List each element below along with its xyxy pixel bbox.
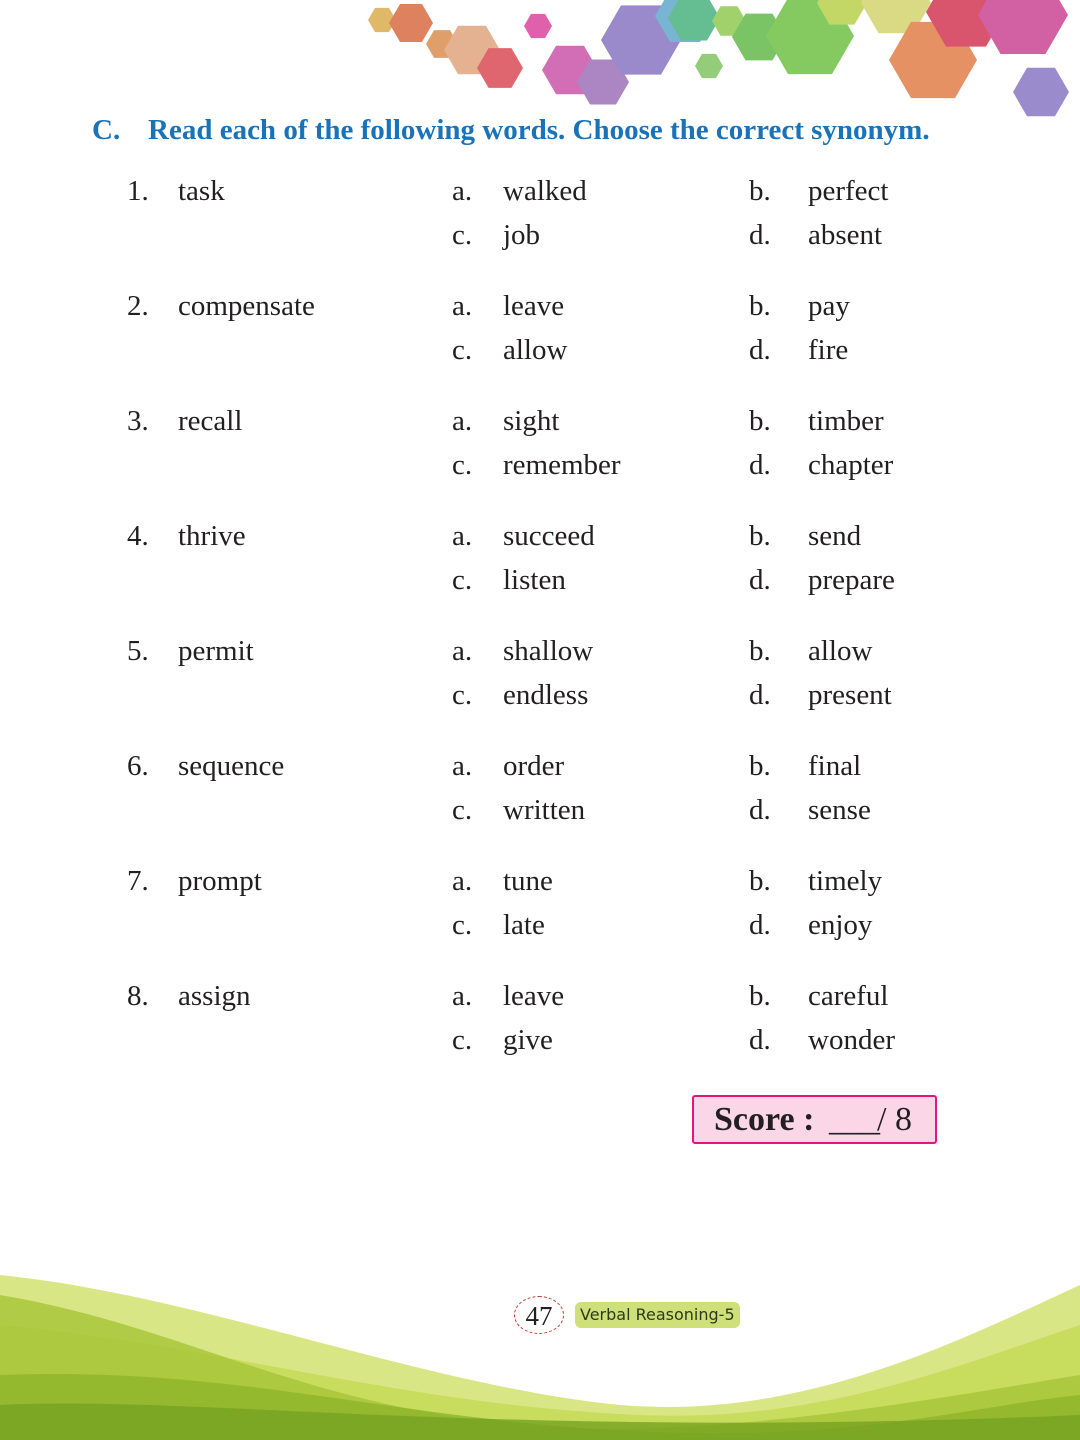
option-letter: b. [749,290,771,322]
option-text: remember [503,449,621,481]
option-letter: c. [452,219,473,251]
option-letter: b. [749,520,771,552]
question-number: 4. [127,520,149,552]
option-letter: b. [749,635,771,667]
option-text: wonder [808,1024,895,1056]
wave-decoration [0,1255,1080,1440]
hexagon-decoration [0,0,1080,125]
option-text: job [503,219,541,251]
question-item [0,404,1080,494]
option-letter: d. [749,449,771,481]
option-text: send [808,520,862,552]
section-letter: C. [92,114,121,146]
option-text: shallow [503,635,594,667]
option-text: chapter [808,449,894,481]
option-text: tune [503,865,553,897]
option-letter: c. [452,794,473,826]
option-letter: d. [749,909,771,941]
option-letter: a. [452,635,473,667]
section-instruction: Read each of the following words. Choose the correct synonym. [148,114,930,146]
option-letter: c. [452,679,473,711]
option-text: fire [808,334,849,366]
question-item [0,519,1080,609]
question-number: 6. [127,750,149,782]
option-letter: d. [749,679,771,711]
option-text: final [808,750,862,782]
option-text: leave [503,290,565,322]
option-letter: c. [452,564,473,596]
question-item [0,289,1080,379]
option-letter: c. [452,909,473,941]
question-word: assign [178,980,251,1012]
score-label: Score : [714,1101,815,1138]
option-text: timely [808,865,883,897]
option-text: late [503,909,545,941]
option-letter: b. [749,175,771,207]
option-letter: c. [452,449,473,481]
section-heading [92,114,930,147]
question-number: 8. [127,980,149,1012]
question-item [0,864,1080,954]
option-letter: d. [749,794,771,826]
option-text: listen [503,564,566,596]
question-word: sequence [178,750,285,782]
option-letter: a. [452,405,473,437]
option-letter: d. [749,219,771,251]
option-letter: b. [749,980,771,1012]
option-text: endless [503,679,589,711]
option-letter: d. [749,564,771,596]
page-number: 47 [514,1296,564,1334]
question-word: task [178,175,225,207]
option-text: perfect [808,175,889,207]
option-letter: d. [749,1024,771,1056]
option-text: prepare [808,564,895,596]
option-text: written [503,794,586,826]
question-number: 1. [127,175,149,207]
question-number: 3. [127,405,149,437]
option-text: sense [808,794,871,826]
option-letter: c. [452,1024,473,1056]
option-text: succeed [503,520,595,552]
question-word: permit [178,635,254,667]
option-letter: a. [452,865,473,897]
question-item [0,979,1080,1069]
question-item [0,749,1080,839]
score-blank[interactable]: ___ [829,1101,880,1138]
option-letter: d. [749,334,771,366]
question-word: thrive [178,520,246,552]
option-text: pay [808,290,850,322]
question-number: 7. [127,865,149,897]
option-text: careful [808,980,889,1012]
option-letter: a. [452,290,473,322]
option-text: present [808,679,892,711]
option-letter: a. [452,980,473,1012]
option-text: enjoy [808,909,873,941]
option-letter: b. [749,750,771,782]
score-total: / 8 [877,1101,912,1138]
option-letter: a. [452,175,473,207]
book-title: Verbal Reasoning-5 [575,1302,740,1328]
question-word: compensate [178,290,315,322]
option-text: walked [503,175,587,207]
question-item [0,634,1080,724]
option-text: order [503,750,565,782]
option-text: leave [503,980,565,1012]
question-number: 2. [127,290,149,322]
option-letter: a. [452,520,473,552]
option-letter: a. [452,750,473,782]
option-text: timber [808,405,884,437]
option-text: give [503,1024,553,1056]
question-number: 5. [127,635,149,667]
option-text: allow [503,334,568,366]
question-word: prompt [178,865,262,897]
question-item [0,174,1080,264]
option-letter: c. [452,334,473,366]
option-text: absent [808,219,883,251]
option-letter: b. [749,865,771,897]
option-text: sight [503,405,560,437]
score-box [692,1095,937,1144]
option-letter: b. [749,405,771,437]
option-text: allow [808,635,873,667]
question-word: recall [178,405,243,437]
